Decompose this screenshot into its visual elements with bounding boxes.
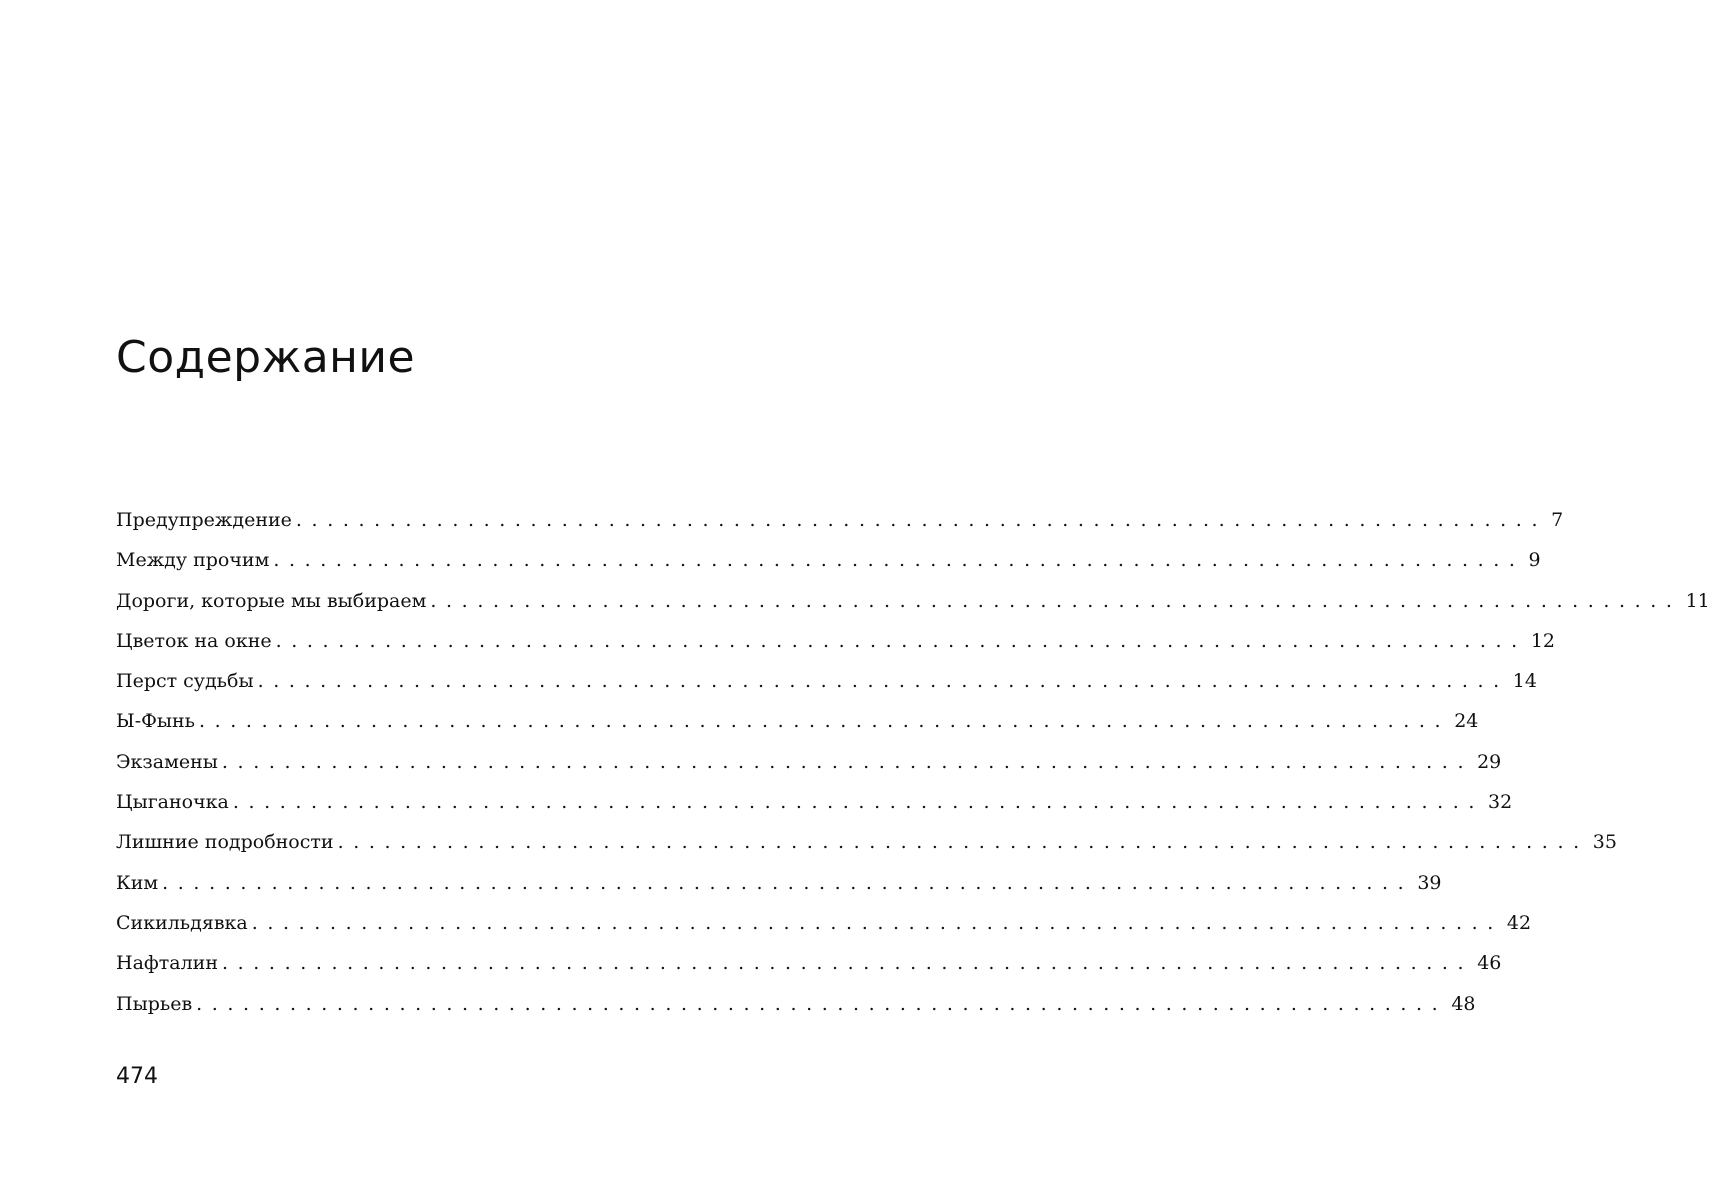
toc-entry-page: 14 [1512, 670, 1537, 693]
dot-leader: ................................................................................ [337, 831, 1589, 854]
toc-entry-title: Нафталин [116, 952, 219, 975]
toc-entry [116, 661, 1537, 701]
toc-entry-page: 35 [1592, 831, 1617, 854]
toc-entry-title: Предупреждение [116, 509, 292, 531]
toc-entry [116, 903, 1532, 943]
toc-entry [116, 742, 1502, 782]
toc-entry-title: Экзамены [116, 750, 218, 773]
dot-leader: ................................................................................ [251, 911, 1503, 934]
toc-entry-page: 32 [1488, 791, 1513, 814]
toc-entry-page: 24 [1454, 710, 1479, 733]
toc-entry-title: Перст судьбы [116, 670, 254, 693]
dot-leader: ................................................................................ [273, 549, 1525, 572]
toc-entry-page: 29 [1477, 750, 1502, 773]
toc-entry-page: 9 [1528, 549, 1541, 572]
toc-entry [116, 540, 1541, 580]
toc-entry-title: Цветок на окне [116, 629, 272, 652]
toc-entry-page: 7 [1551, 509, 1564, 531]
toc-entry [116, 863, 1442, 903]
dot-leader: ................................................................................ [275, 629, 1527, 652]
toc-entry [116, 782, 1513, 822]
toc-entry [116, 984, 1476, 1024]
page-number: 474 [116, 1064, 158, 1089]
toc-entry-title: Цыганочка [116, 791, 229, 814]
dot-leader: ................................................................................ [257, 670, 1509, 693]
toc-entry-page: 12 [1530, 629, 1555, 652]
toc-entry [116, 621, 1555, 661]
toc-entry [116, 943, 1502, 983]
toc-entry-title: Между прочим [116, 549, 270, 572]
toc-entry [116, 581, 1710, 621]
dot-leader: ................................................................................ [162, 871, 1414, 894]
toc-entry-page: 11 [1685, 589, 1710, 612]
page-title: Содержание [116, 332, 416, 383]
dot-leader: ................................................................................ [196, 992, 1448, 1015]
toc-entry [116, 822, 1617, 862]
toc-entry-title: Сикильдявка [116, 911, 248, 934]
toc-entry-title: Пырьев [116, 992, 193, 1015]
toc-entry-page: 46 [1477, 952, 1502, 975]
toc-entry-title: Дороги, которые мы выбираем [116, 589, 427, 612]
dot-leader: ................................................................................ [221, 750, 1474, 773]
dot-leader: ................................................................................ [232, 791, 1485, 814]
toc-entry-page: 48 [1451, 992, 1476, 1015]
toc-entry [116, 500, 1564, 540]
dot-leader: ................................................................................ [222, 952, 1474, 975]
toc-entry-title: Ы-Фынь [116, 710, 196, 733]
dot-leader: ................................................................................ [295, 509, 1548, 531]
toc-entry-title: Ким [116, 871, 159, 894]
dot-leader: ................................................................................ [430, 589, 1682, 612]
toc-entry [116, 701, 1479, 741]
dot-leader: ................................................................................ [199, 710, 1451, 733]
toc-entry-page: 39 [1417, 871, 1442, 894]
table-of-contents [116, 500, 1710, 1024]
toc-entry-title: Лишние подробности [116, 831, 334, 854]
toc-entry-page: 42 [1506, 911, 1532, 934]
